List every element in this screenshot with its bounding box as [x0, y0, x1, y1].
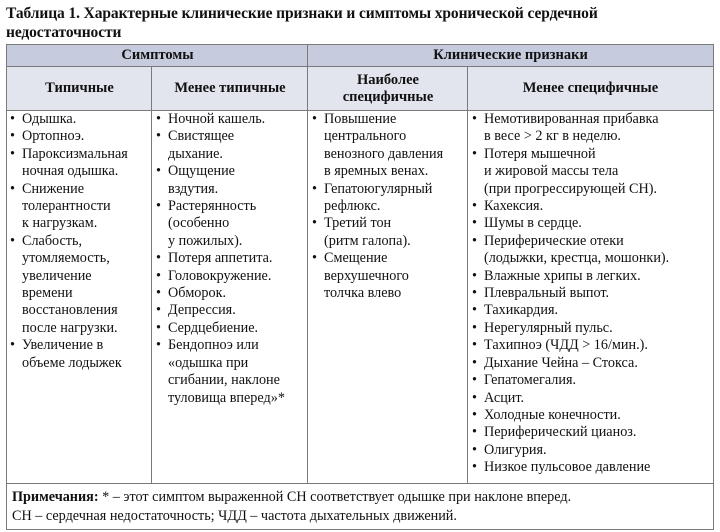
header-clinical-signs: Клинические признаки — [308, 45, 713, 67]
list-item: • Потеря аппетита. — [156, 250, 306, 267]
notes-label: Примечания: — [12, 489, 99, 505]
column-less-specific — [472, 111, 712, 477]
divider — [151, 67, 152, 483]
header-less-specific: Менее специфичные — [468, 67, 713, 111]
list-item: • Повышение центрального венозного давления в яремных венах. — [312, 111, 466, 181]
list-item: • Головокружение. — [156, 268, 306, 285]
list-item: • Холодные конечности. — [472, 407, 712, 424]
divider — [307, 45, 308, 483]
list-item: • Немотивированная прибавка в весе > 2 кг в неделю. — [472, 111, 712, 146]
list-item: • Увеличение в объеме лодыжек — [10, 337, 150, 372]
symptoms-table — [6, 44, 714, 484]
list-item: • Гепатоюгулярный рефлюкс. — [312, 181, 466, 216]
list-item: • Тахипноэ (ЧДД > 16/мин.). — [472, 337, 712, 354]
list-item: • Дыхание Чейна – Стокса. — [472, 355, 712, 372]
list-item: • Гепатомегалия. — [472, 372, 712, 389]
list-item: • Растерянность (особенно у пожилых). — [156, 198, 306, 250]
column-typical — [10, 111, 150, 372]
list-item: • Сердцебиение. — [156, 320, 306, 337]
column-less-typical — [156, 111, 306, 407]
list-item: • Низкое пульсовое давление — [472, 459, 712, 476]
list-item: • Свистящее дыхание. — [156, 128, 306, 163]
column-most-specific — [312, 111, 466, 302]
list-item: • Плевральный выпот. — [472, 285, 712, 302]
list-item: • Ощущение вздутия. — [156, 163, 306, 198]
list-item: • Нерегулярный пульс. — [472, 320, 712, 337]
list-item: • Бендопноэ или «одышка при сгибании, наклоне туловища вперед»* — [156, 337, 306, 407]
header-symptoms: Симптомы — [7, 45, 308, 67]
list-item: • Шумы в сердце. — [472, 215, 712, 232]
table-notes — [6, 484, 714, 530]
list-item: • Тахикардия. — [472, 302, 712, 319]
list-item: • Кахексия. — [472, 198, 712, 215]
list-item: • Смещение верхушечного толчка влево — [312, 250, 466, 302]
table-title: Таблица 1. Характерные клинические признаки и симптомы хронической сердечной недостаточности — [6, 5, 598, 41]
list-item: • Обморок. — [156, 285, 306, 302]
list-item: • Слабость, утомляемость, увеличение времени восстановления после нагрузки. — [10, 233, 150, 337]
list-item: • Ортопноэ. — [10, 128, 150, 145]
list-item: • Третий тон (ритм галопа). — [312, 215, 466, 250]
header-most-specific: Наиболее специфичные — [308, 67, 468, 111]
list-item: • Одышка. — [10, 111, 150, 128]
list-item: • Периферический цианоз. — [472, 424, 712, 441]
notes-line2: СН – сердечная недостаточность; ЧДД – частота дыхательных движений. — [12, 508, 457, 524]
list-item: • Пароксизмальная ночная одышка. — [10, 146, 150, 181]
list-item: • Периферические отеки (лодыжки, крестца, мошонки). — [472, 233, 712, 268]
notes-line1: * – этот симптом выраженной СН соответствует одышке при наклоне вперед. — [98, 489, 572, 505]
list-item: • Асцит. — [472, 390, 712, 407]
list-item: • Влажные хрипы в легких. — [472, 268, 712, 285]
list-item: • Депрессия. — [156, 302, 306, 319]
list-item: • Ночной кашель. — [156, 111, 306, 128]
list-item: • Потеря мышечной и жировой массы тела (при прогрессирующей СН). — [472, 146, 712, 198]
list-item: • Олигурия. — [472, 442, 712, 459]
header-typical: Типичные — [7, 67, 152, 111]
list-item: • Снижение толерантности к нагрузкам. — [10, 181, 150, 233]
divider — [467, 67, 468, 483]
header-less-typical: Менее типичные — [152, 67, 308, 111]
